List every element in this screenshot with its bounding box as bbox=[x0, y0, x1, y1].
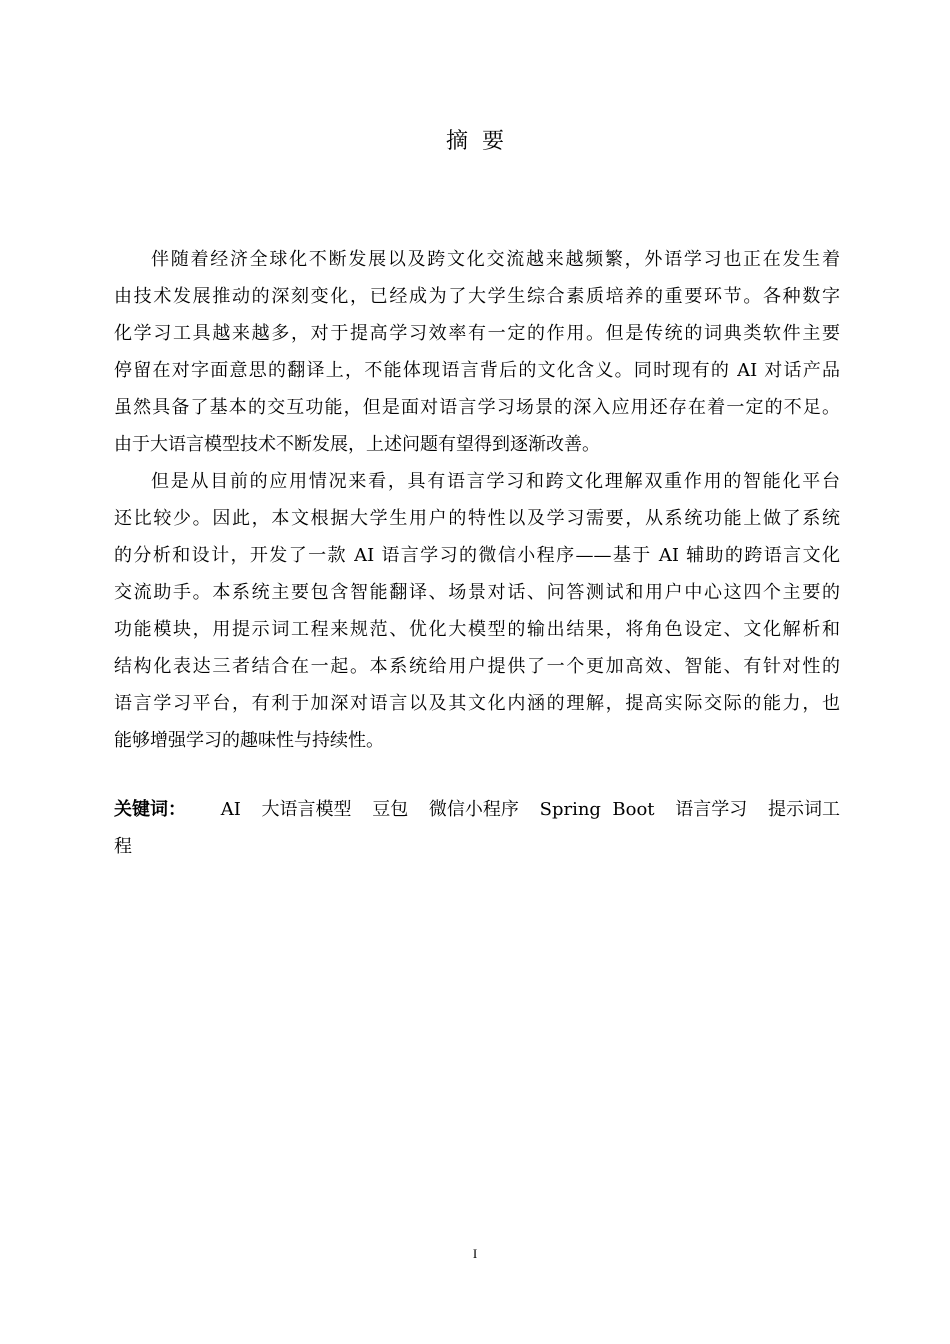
text-line: 停留在对字面意思的翻译上，不能体现语言背后的文化含义。同时现有的 AI 对话产品 bbox=[114, 360, 840, 381]
keyword-item: 语言学习 bbox=[675, 799, 748, 820]
keyword-item: 大语言模型 bbox=[261, 799, 352, 820]
text-line: 由技术发展推动的深刻变化，已经成为了大学生综合素质培养的重要环节。各种数字 bbox=[114, 286, 840, 307]
keyword-item: 提示词工 bbox=[767, 799, 840, 820]
page-number: I bbox=[472, 1246, 478, 1261]
keyword-item: 微信小程序 bbox=[428, 799, 519, 820]
keyword-item: Spring Boot bbox=[539, 799, 655, 820]
text-line: 但是从目前的应用情况来看，具有语言学习和跨文化理解双重作用的智能化平台 bbox=[151, 471, 840, 492]
text-line: 能够增强学习的趣味性与持续性。 bbox=[114, 730, 384, 751]
keywords-section bbox=[114, 791, 840, 865]
keyword-item: AI bbox=[220, 799, 241, 820]
text-line: 化学习工具越来越多，对于提高学习效率有一定的作用。但是传统的词典类软件主要 bbox=[114, 323, 840, 344]
keywords-label: 关键词： bbox=[114, 799, 186, 820]
text-line: 还比较少。因此，本文根据大学生用户的特性以及学习需要，从系统功能上做了系统 bbox=[114, 508, 840, 529]
keywords-row bbox=[114, 791, 840, 828]
keyword-item: 豆包 bbox=[372, 799, 409, 820]
text-line: 伴随着经济全球化不断发展以及跨文化交流越来越频繁，外语学习也正在发生着 bbox=[151, 249, 840, 270]
keywords-continuation: 程 bbox=[114, 836, 132, 857]
abstract-body bbox=[114, 241, 840, 759]
abstract-paragraph-2 bbox=[114, 463, 840, 759]
text-line: 语言学习平台，有利于加深对语言以及其文化内涵的理解，提高实际交际的能力，也 bbox=[114, 693, 840, 714]
abstract-paragraph-1 bbox=[114, 241, 840, 463]
text-line: 由于大语言模型技术不断发展，上述问题有望得到逐渐改善。 bbox=[114, 434, 600, 455]
text-line: 交流助手。本系统主要包含智能翻译、场景对话、问答测试和用户中心这四个主要的 bbox=[114, 582, 840, 603]
text-line: 结构化表达三者结合在一起。本系统给用户提供了一个更加高效、智能、有针对性的 bbox=[114, 656, 840, 677]
text-line: 虽然具备了基本的交互功能，但是面对语言学习场景的深入应用还存在着一定的不足。 bbox=[114, 397, 840, 418]
page-title: 摘 要 bbox=[446, 129, 504, 154]
text-line: 的分析和设计，开发了一款 AI 语言学习的微信小程序——基于 AI 辅助的跨语言文化 bbox=[114, 545, 840, 566]
text-line: 功能模块，用提示词工程来规范、优化大模型的输出结果，将角色设定、文化解析和 bbox=[114, 619, 840, 640]
